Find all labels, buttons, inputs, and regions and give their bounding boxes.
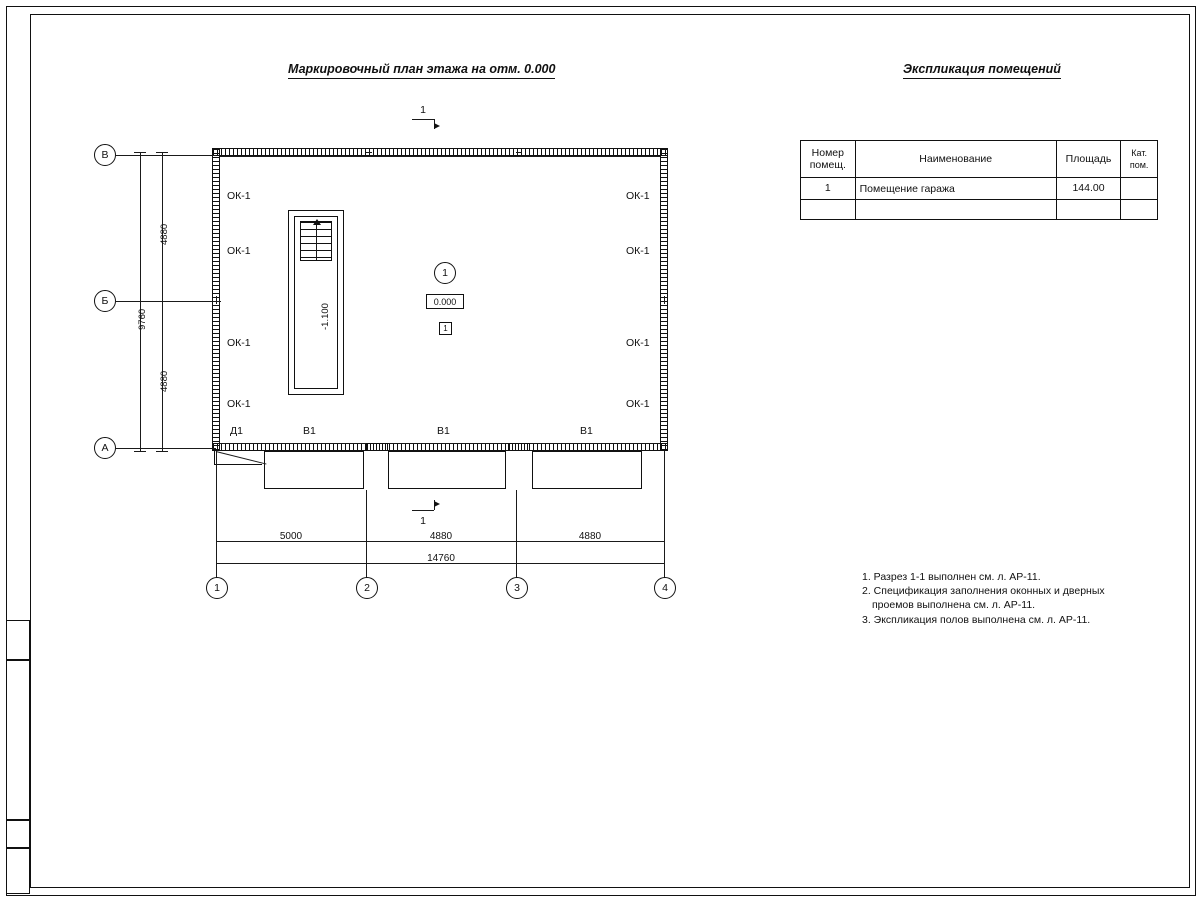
door-label-d1: Д1 [230,425,243,437]
dim-h-tick-1 [216,535,217,547]
header-category [1121,141,1158,178]
header-room-number [801,141,856,178]
window-label-right-4: ОК-1 [626,398,650,410]
window-opening-top-1 [366,152,372,153]
dim-h-tick-4 [664,535,665,547]
cell-room-number: 1 [801,178,856,200]
axis-marker-a: А [94,437,116,459]
explication-title: Экспликация помещений [903,62,1061,79]
axis-marker-1: 1 [206,577,228,599]
axis-line-a [116,448,216,449]
dim-h-tick-3 [516,535,517,547]
section-mark-bottom-line [412,510,434,511]
dim-v-tick-mid [156,301,168,302]
dim-vertical-1: 4880 [159,223,170,245]
explication-table-head [801,141,1158,178]
door-label-v1-3: В1 [580,425,593,437]
header-category-line2: пом. [1129,160,1149,170]
dim-h-tick-2 [366,535,367,547]
stair-arrow-line [316,222,317,260]
table-row [801,178,1158,200]
window-label-right-1: ОК-1 [626,190,650,202]
stamp-box-1 [6,620,30,660]
cell-room-category [1121,200,1158,220]
window-label-right-2: ОК-1 [626,245,650,257]
header-name: Наименование [855,141,1056,178]
section-mark-top-arrow-icon [434,123,440,129]
dim-ht-tick-1 [216,557,217,569]
window-opening-top-2 [516,152,522,153]
dim-vt-tick-bot [134,451,146,452]
window-label-left-4: ОК-1 [227,398,251,410]
gate-porch-2 [388,451,506,489]
header-room-number-line1: Номер [811,146,844,159]
dim-vertical-total: 9760 [137,308,148,330]
gate-porch-3 [532,451,642,489]
note-line-2: 2. Спецификация заполнения оконных и дверных [862,585,1105,598]
stair-level-mark: -1.100 [320,303,331,330]
axis-marker-3: 3 [506,577,528,599]
dim-ht-tick-2 [664,557,665,569]
axis-marker-v: В [94,144,116,166]
window-label-left-3: ОК-1 [227,337,251,349]
stamp-box-4 [6,848,30,894]
dim-horizontal-total: 14760 [427,553,455,564]
cell-room-number [801,200,856,220]
axis-line-v [116,155,216,156]
wall-bottom-inner-face [220,443,660,444]
section-mark-top-line [412,119,434,120]
door-label-v1-2: В1 [437,425,450,437]
cell-room-area [1056,200,1121,220]
window-label-left-2: ОК-1 [227,245,251,257]
wall-top [212,148,668,156]
stamp-box-2 [6,660,30,820]
dim-v-tick-top [156,152,168,153]
floor-type-mark: 1 [439,322,452,335]
axis-marker-b: Б [94,290,116,312]
header-category-line1: Кат. [1131,147,1147,158]
cell-room-area: 144.00 [1056,178,1121,200]
wall-top-inner-face [220,156,660,157]
dim-vertical-2: 4880 [159,370,170,392]
axis-marker-4: 4 [654,577,676,599]
room-number-marker: 1 [434,262,456,284]
dim-chain-vertical-total [140,152,141,452]
window-opening-left-1 [216,296,217,304]
gate-opening-1 [366,443,388,451]
section-mark-bottom-label: 1 [420,515,426,527]
explication-table-body [801,178,1158,220]
table-row [801,200,1158,220]
section-mark-bottom-arrow-icon [434,501,440,507]
window-label-left-1: ОК-1 [227,190,251,202]
plan-title: Маркировочный план этажа на отм. 0.000 [288,62,555,79]
explication-table [800,140,1158,220]
axis-marker-2: 2 [356,577,378,599]
notes-block [862,570,1105,627]
dim-v-tick-bot [156,451,168,452]
stamp-box-3 [6,820,30,848]
window-label-right-3: ОК-1 [626,337,650,349]
wall-bottom [212,443,668,451]
cell-room-category [1121,178,1158,200]
gate-porch-1 [264,451,364,489]
door-label-v1-1: В1 [303,425,316,437]
axis-line-b [116,301,221,302]
dim-vt-tick-top [134,152,146,153]
cell-room-name [855,200,1056,220]
dim-horizontal-1: 5000 [279,531,303,542]
window-opening-right-1 [664,296,665,304]
note-line-2b: проемов выполнена см. л. АР-11. [872,599,1036,612]
header-room-number-line2: помещ. [809,159,846,171]
dim-horizontal-2: 4880 [429,531,453,542]
cell-room-name: Помещение гаража [855,178,1056,200]
stair-arrow-icon [313,219,321,225]
note-line-3: 3. Экспликация полов выполнена см. л. АР-11. [862,613,1091,626]
dim-chain-vertical-1 [162,152,163,452]
note-line-1: 1. Разрез 1-1 выполнен см. л. АР-11. [862,571,1041,583]
explication-header-row [801,141,1158,178]
header-area: Площадь [1056,141,1121,178]
gate-opening-2 [508,443,530,451]
level-mark: 0.000 [426,294,464,309]
dim-horizontal-3: 4880 [578,531,602,542]
section-mark-top-label: 1 [420,104,426,116]
